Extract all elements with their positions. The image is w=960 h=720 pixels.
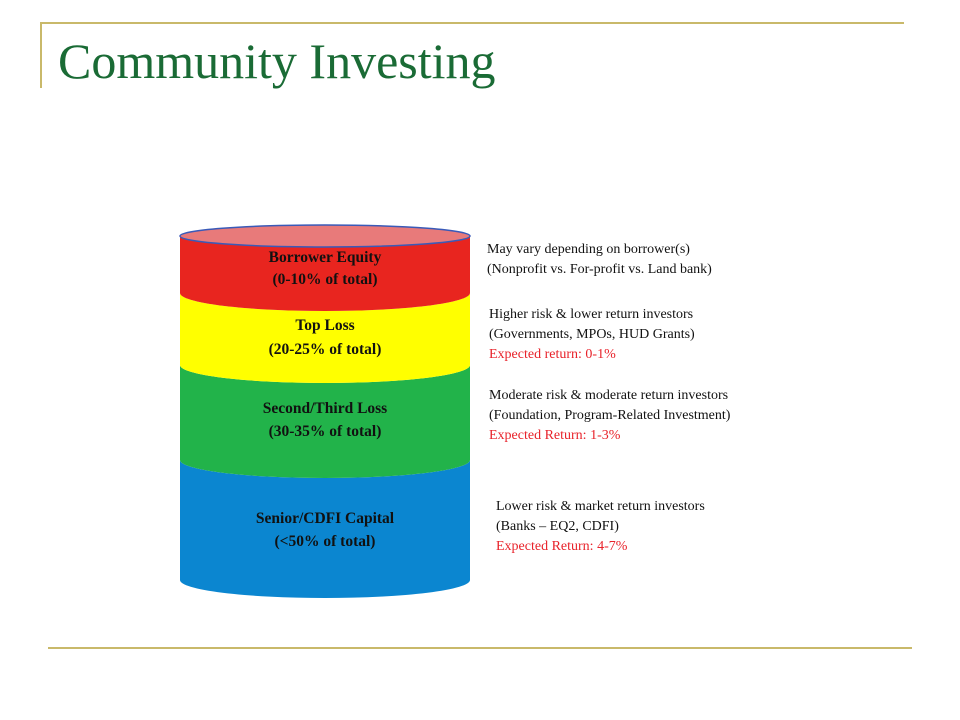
layer-senior-cdfi-share: (<50% of total) <box>274 533 376 550</box>
expected-return: Expected Return: 4-7% <box>496 539 628 554</box>
cylinder-top-cap <box>180 225 470 247</box>
layer-borrower-equity-name: Borrower Equity <box>268 249 382 266</box>
note-line: (Banks – EQ2, CDFI) <box>496 519 619 534</box>
layer-top-loss-share: (20-25% of total) <box>268 341 382 358</box>
layer-borrower-equity-share: (0-10% of total) <box>272 271 378 288</box>
expected-return: Expected return: 0-1% <box>489 347 616 362</box>
layer-second-third-loss-name: Second/Third Loss <box>262 400 388 417</box>
layer-second-third-loss-share: (30-35% of total) <box>268 423 382 440</box>
note-line: Higher risk & lower return investors <box>489 307 694 322</box>
note-line: (Foundation, Program-Related Investment) <box>489 408 731 423</box>
expected-return: Expected Return: 1-3% <box>489 428 621 443</box>
note-second-third-loss <box>489 386 730 446</box>
note-top-loss <box>489 305 695 365</box>
note-borrower-equity <box>487 240 712 280</box>
note-line: May vary depending on borrower(s) <box>487 242 690 257</box>
note-senior-cdfi <box>496 497 705 557</box>
layer-senior-cdfi-name: Senior/CDFI Capital <box>255 510 395 527</box>
note-line: (Governments, MPOs, HUD Grants) <box>489 327 695 342</box>
layer-top-loss-name: Top Loss <box>295 317 355 334</box>
note-line: Moderate risk & moderate return investors <box>489 388 729 403</box>
layer-senior-cdfi-fill <box>180 460 470 598</box>
note-line: (Nonprofit vs. For-profit vs. Land bank) <box>487 262 712 277</box>
slide-title: Community Investing <box>58 33 496 89</box>
note-line: Lower risk & market return investors <box>496 499 705 514</box>
bottom-rule <box>48 647 912 649</box>
